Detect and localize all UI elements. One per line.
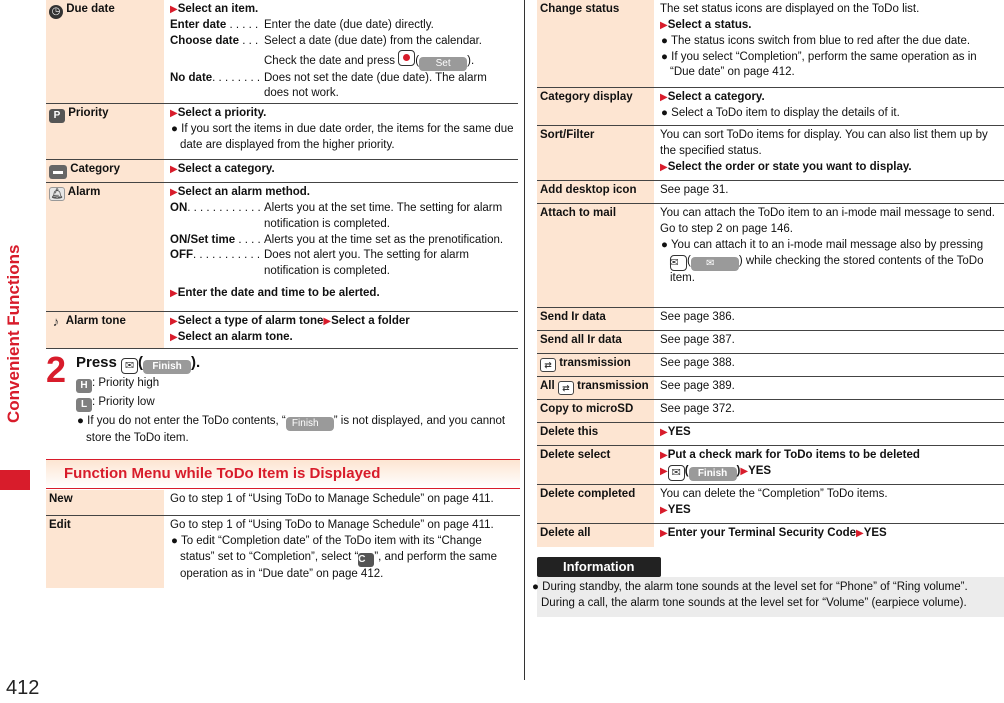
arrow-icon: ▶ [170,288,178,300]
information-header: Information [537,557,661,577]
row-content: Go to step 1 of “Using ToDo to Manage Schedule” on page 411. ● To edit “Completion date” of the ToDo item with its “Change status” set to “Completion”, select “C ”, and perform the same operation as in “Due date” on page 412. [170,519,498,580]
information-box [532,557,1004,617]
page-number: 412 [6,677,40,699]
row-content: See page 372. [660,403,735,415]
arrow-icon: ▶ [170,108,178,119]
arrow-icon: ▶ [323,316,332,327]
row-delete-select [537,446,1004,485]
row-send-ir-data [537,308,1004,331]
row-content: ▶Select a priority. ● If you sort the items in due date order, the items for the same due date are displayed from the higher priority. [170,107,514,151]
row-label: Attach to mail [537,204,654,307]
row-label: Delete select [537,446,654,484]
row-content: Go to step 1 of “Using ToDo to Manage Schedule” on page 411. [170,493,494,505]
information-text: ● During standby, the alarm tone sounds at the level set for “Phone” of “Ring volume”. During a call, the alarm tone sounds at the level set for “Volume” (earpiece volume). [537,577,1004,617]
row-label: Category display [537,88,654,125]
row-priority [46,104,518,160]
finish-softkey-icon: Finish [286,417,334,431]
mail-softkey-icon: ✉ [691,257,739,271]
priority-high-icon: H [76,379,92,393]
row-label: New [46,490,164,515]
mail-key-icon: ✉ [668,465,685,481]
row-content: ▶Enter your Terminal Security Code▶YES [660,527,887,539]
folder-icon: ▬ [49,165,67,179]
priority-icon: P [49,109,65,123]
row-content: You can sort ToDo items for display. You can also list them up by the specified status. ▶Select the order or state you want to display. [660,129,988,173]
arrow-icon: ▶ [856,528,864,539]
row-add-desktop-icon [537,181,1004,204]
arrow-icon: ▶ [660,504,668,516]
row-content: ▶YES [660,426,691,438]
mail-key-icon: ✉ [121,358,138,374]
step-number: 2 [46,349,67,390]
row-content: See page 386. [660,311,735,323]
row-content: ▶Select a type of alarm tone▶Select a folder ▶Select an alarm tone. [170,315,410,343]
row-label: ♪ Alarm tone [46,312,164,348]
row-alarm-tone [46,312,518,349]
arrow-icon: ▶ [660,450,668,461]
step-2: 2 Press ✉ ( Finish ). H : Priority high L : Priority low ● If you do not enter the ToDo contents, “ Finish ” is not displayed, and you cannot store the ToDo item. [46,352,518,449]
row-delete-completed [537,485,1004,524]
completion-icon: C [358,553,374,567]
finish-softkey-icon: Finish [689,467,737,481]
row-content: You can attach the ToDo item to an i-mode mail message to send. Go to step 2 on page 146. ● You can attach it to an i-mode mail message also by pressing ✉ ( ✉ ) while checking the stored contents of the ToDo item. [660,207,995,284]
row-alarm [46,183,518,312]
row-label: Delete this [537,423,654,445]
row-sort-filter [537,126,1004,181]
row-content: ▶Select an alarm method. ON. . . . . . . . . . . . Alerts you at the set time. The setting for alarm notification is completed. ON/Set time . . . . Alerts you at the time set as the prenotification. OFF. . . . . . . . . . . Does not alert you. The setting for alarm notification is completed. ▶Enter the date and time to be alerted. [170,186,504,300]
row-delete-all [537,524,1004,547]
row-label: ▬ Category [46,160,164,182]
row-label: Send all Ir data [537,331,654,353]
row-content: ▶Put a check mark for ToDo items to be deleted ▶ ✉ ( Finish )▶YES [660,449,920,479]
row-send-all-ir-data [537,331,1004,354]
sidebar [0,0,30,697]
row-label: ◷ Due date [46,0,164,103]
row-content: See page 389. [660,380,735,392]
row-label: Change status [537,0,654,87]
row-category-display [537,88,1004,126]
arrow-icon: ▶ [660,92,668,103]
row-content: ▶Select a category. ● Select a ToDo item to display the details of it. [660,91,900,119]
row-content: ▶Select a category. [170,163,275,175]
row-label: All ⇄ transmission [537,377,654,399]
finish-softkey-icon: Finish [143,360,191,374]
due-date-icon: ◷ [49,5,63,19]
set-softkey-icon: Set [419,57,467,71]
row-label: P Priority [46,104,164,159]
row-content: See page 388. [660,357,735,369]
row-change-status [537,0,1004,88]
row-attach-to-mail [537,204,1004,308]
settings-table [46,0,518,349]
arrow-icon: ▶ [660,465,668,477]
center-key-icon [398,50,415,66]
ic-transmission-icon: ⇄ [540,358,556,372]
arrow-icon: ▶ [660,427,668,438]
row-all-ic-transmission [537,377,1004,400]
section-label: Convenient Functions [4,244,23,423]
row-label: Sort/Filter [537,126,654,180]
row-content: See page 387. [660,334,735,346]
row-delete-this [537,423,1004,446]
row-content: See page 31. [660,184,729,196]
arrow-icon: ▶ [660,161,668,173]
function-menu-table-cont [537,0,1004,547]
row-category [46,160,518,183]
row-label: ⇄ transmission [537,354,654,376]
row-label: Delete all [537,524,654,547]
arrow-icon: ▶ [170,4,178,15]
row-label: Copy to microSD [537,400,654,422]
arrow-icon: ▶ [740,465,749,477]
row-label: Add desktop icon [537,181,654,203]
priority-low-icon: L [76,398,92,412]
row-due-date [46,0,518,104]
row-ic-transmission [537,354,1004,377]
row-new [46,490,520,516]
function-menu-table [46,490,520,588]
arrow-icon: ▶ [170,187,178,198]
row-content: ▶Select an item. Enter date . . . . . Enter the date (due date) directly. Choose date . . . Select a date (due date) from the calendar. Check the date and press ( Set ). No date. . . . . . . . Does not set the date (due date). The alarm does not work. [170,3,487,100]
arrow-icon: ▶ [660,19,668,31]
row-content: You can delete the “Completion” ToDo items. ▶YES [660,488,888,516]
section-marker [0,470,30,490]
row-edit [46,516,520,588]
bell-icon: 🔔︎ [50,189,64,200]
column-divider [524,0,525,680]
arrow-icon: ▶ [660,528,668,539]
function-menu-title: Function Menu while ToDo Item is Displayed [46,459,520,489]
row-content: The set status icons are displayed on the ToDo list. ▶Select a status. ● The status icons switch from blue to red after the due date. ● If you select “Completion”, perform the same operation as in “Due date” on page 412. [660,3,977,79]
row-label: 🔔︎ Alarm [46,183,164,311]
arrow-icon: ▶ [170,331,178,343]
row-label: Send Ir data [537,308,654,330]
mail-key-icon: ✉ [670,255,687,271]
arrow-icon: ▶ [170,164,178,175]
row-copy-to-microsd [537,400,1004,423]
step-instruction: Press ✉ ( Finish ). [76,354,201,372]
ic-transmission-icon: ⇄ [558,381,574,395]
arrow-icon: ▶ [170,316,178,327]
row-label: Edit [46,516,164,588]
music-note-icon: ♪ [52,314,60,329]
row-label: Delete completed [537,485,654,523]
